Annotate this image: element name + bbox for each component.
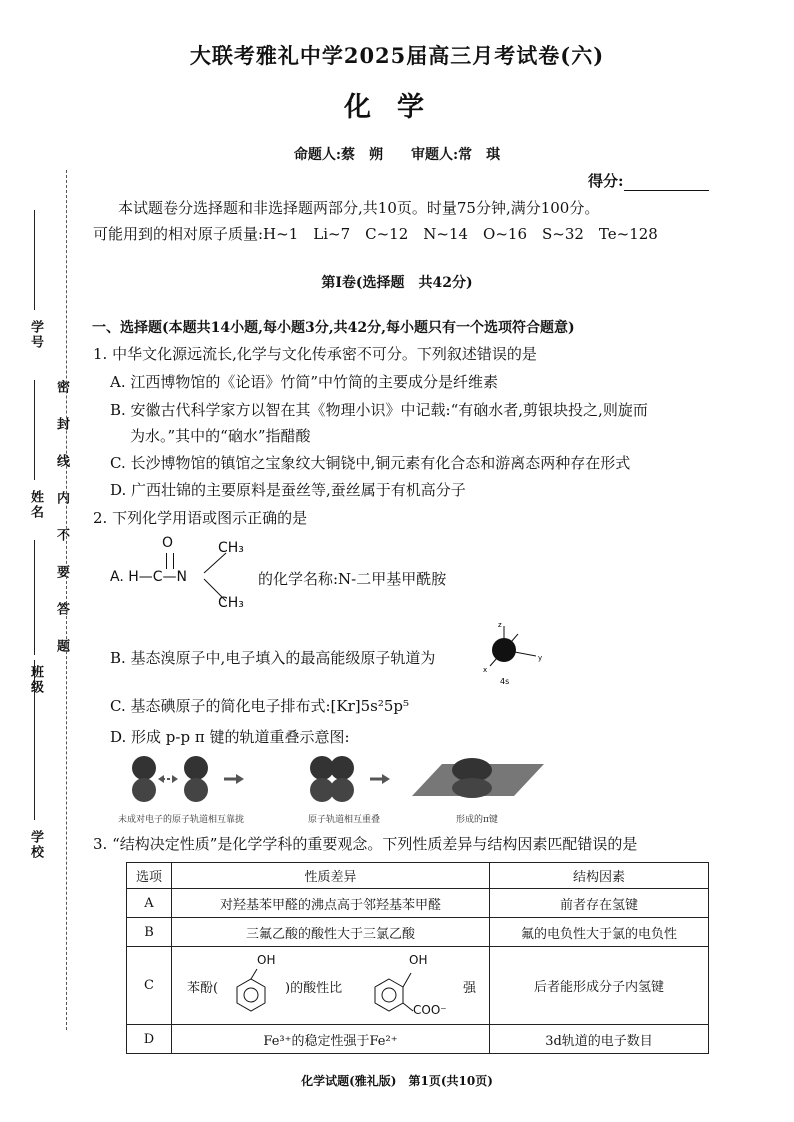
seal-text: 密封线内不要答题 — [54, 380, 69, 676]
page-footer: 化学试题(雅礼版) 第1页(共10页) — [301, 1074, 493, 1088]
salicylate-coo: COO⁻ — [413, 1002, 447, 1017]
name-label: 姓名 — [28, 490, 43, 520]
pi-caption-1: 未成对电子的原子轨道相互靠拢 — [118, 815, 245, 825]
binding-margin — [20, 180, 80, 1030]
name-field[interactable] — [34, 380, 35, 480]
header-structure: 结构因素 — [490, 863, 709, 889]
row-d-structure: 3d轨道的电子数目 — [490, 1025, 709, 1054]
orbital-label: 4s — [500, 677, 510, 686]
row-a-option: A — [127, 889, 172, 918]
q2-stem: 2. 下列化学用语或图示正确的是 — [93, 509, 308, 527]
table-row[interactable] — [127, 889, 709, 918]
school-label: 学校 — [28, 830, 43, 860]
header-property: 性质差异 — [172, 863, 490, 889]
row-a-property: 对羟基苯甲醛的沸点高于邻羟基苯甲醛 — [172, 889, 490, 918]
section-header: 第Ⅰ卷(选择题 共42分) — [321, 275, 473, 291]
row-d-option: D — [127, 1025, 172, 1054]
part1-instructions: 一、选择题(本题共14小题,每小题3分,共42分,每小题只有一个选项符合题意) — [92, 320, 575, 336]
number-field[interactable] — [34, 210, 35, 310]
intro-line-1: 本试题卷分选择题和非选择题两部分,共10页。时量75分钟,满分100分。 — [118, 199, 600, 217]
class-field[interactable] — [34, 540, 35, 655]
row-a-structure: 前者存在氢键 — [490, 889, 709, 918]
phenol-oh: OH — [257, 952, 276, 967]
table-row[interactable] — [127, 947, 709, 1025]
q1-option-b-line1[interactable]: B. 安徽古代科学家方以智在其《物理小识》中记载:“有硇水者,剪银块投之,则旋而 — [110, 401, 648, 419]
row-c-text-2: )的酸性比 — [285, 980, 343, 996]
salicylate-oh: OH — [409, 952, 428, 967]
q1-option-a[interactable]: A. 江西博物馆的《论语》竹简”中竹简的主要成分是纤维素 — [110, 373, 499, 391]
q1-option-b-line2[interactable]: 为水。”其中的“硇水”指醋酸 — [130, 427, 311, 445]
row-c-text-3: 强 — [463, 980, 477, 996]
q1-option-c[interactable]: C. 长沙博物馆的镇馆之宝象纹大铜铙中,铜元素有化合态和游离态两种存在形式 — [110, 454, 631, 472]
q2-option-a-text[interactable]: 的化学名称:N-二甲基甲酰胺 — [258, 570, 447, 588]
row-c-text-1: 苯酚( — [187, 980, 219, 996]
score-field[interactable] — [588, 170, 709, 191]
phenol-structure — [231, 959, 275, 1015]
row-c-structure: 后者能形成分子内氢键 — [490, 947, 709, 1025]
methyl-top: CH₃ — [218, 540, 244, 556]
intro-line-2: 可能用到的相对原子质量:H~1 Li~7 C~12 N~14 O~16 S~32 Te~128 — [93, 225, 658, 243]
seal-line — [66, 170, 67, 1030]
score-label: 得分: — [588, 172, 624, 190]
q2-option-d[interactable]: D. 形成 p-p π 键的轨道重叠示意图: — [110, 728, 350, 746]
row-b-option: B — [127, 918, 172, 947]
row-b-property: 三氟乙酸的酸性大于三氯乙酸 — [172, 918, 490, 947]
class-label: 班级 — [28, 665, 43, 695]
methyl-bottom: CH₃ — [218, 595, 244, 611]
formamide-chain: A. H—C—N — [110, 569, 188, 585]
q1-stem: 1. 中华文化源远流长,化学与文化传承密不可分。下列叙述错误的是 — [93, 345, 537, 363]
q2-option-a-structure[interactable] — [110, 535, 260, 615]
table-row[interactable] — [127, 1025, 709, 1054]
q1-option-d[interactable]: D. 广西壮锦的主要原料是蚕丝等,蚕丝属于有机高分子 — [110, 481, 466, 499]
carbonyl-o: O — [162, 535, 174, 551]
row-c-property — [172, 947, 490, 1025]
q2-option-c[interactable]: C. 基态碘原子的简化电子排布式:[Kr]5s²5p⁵ — [110, 697, 410, 715]
exam-title: 大联考雅礼中学2025届高三月考试卷(六) — [189, 43, 605, 68]
header-option: 选项 — [127, 863, 172, 889]
pi-caption-2: 原子轨道相互重叠 — [308, 815, 381, 825]
4s-orbital-figure — [478, 620, 548, 690]
row-b-structure: 氟的电负性大于氯的电负性 — [490, 918, 709, 947]
q3-stem: 3. “结构决定性质”是化学学科的重要观念。下列性质差异与结构因素匹配错误的是 — [93, 835, 638, 853]
q3-table — [126, 862, 709, 1054]
pi-bond-figure — [112, 752, 552, 810]
axis-x: x — [483, 666, 488, 674]
number-label: 学号 — [28, 320, 43, 350]
double-bond — [166, 553, 174, 569]
q2-option-b[interactable]: B. 基态溴原子中,电子填入的最高能级原子轨道为 — [110, 649, 436, 667]
row-d-property: Fe³⁺的稳定性强于Fe²⁺ — [172, 1025, 490, 1054]
row-c-option: C — [127, 947, 172, 1025]
subject-title: 化学 — [344, 92, 450, 123]
axis-y: y — [538, 654, 543, 662]
score-blank[interactable] — [624, 176, 709, 191]
axis-z: z — [498, 621, 502, 629]
pi-caption-3: 形成的π键 — [456, 815, 498, 825]
table-row[interactable] — [127, 918, 709, 947]
authors: 命题人:蔡 朔 审题人:常 琪 — [293, 147, 501, 163]
table-header-row — [127, 863, 709, 889]
